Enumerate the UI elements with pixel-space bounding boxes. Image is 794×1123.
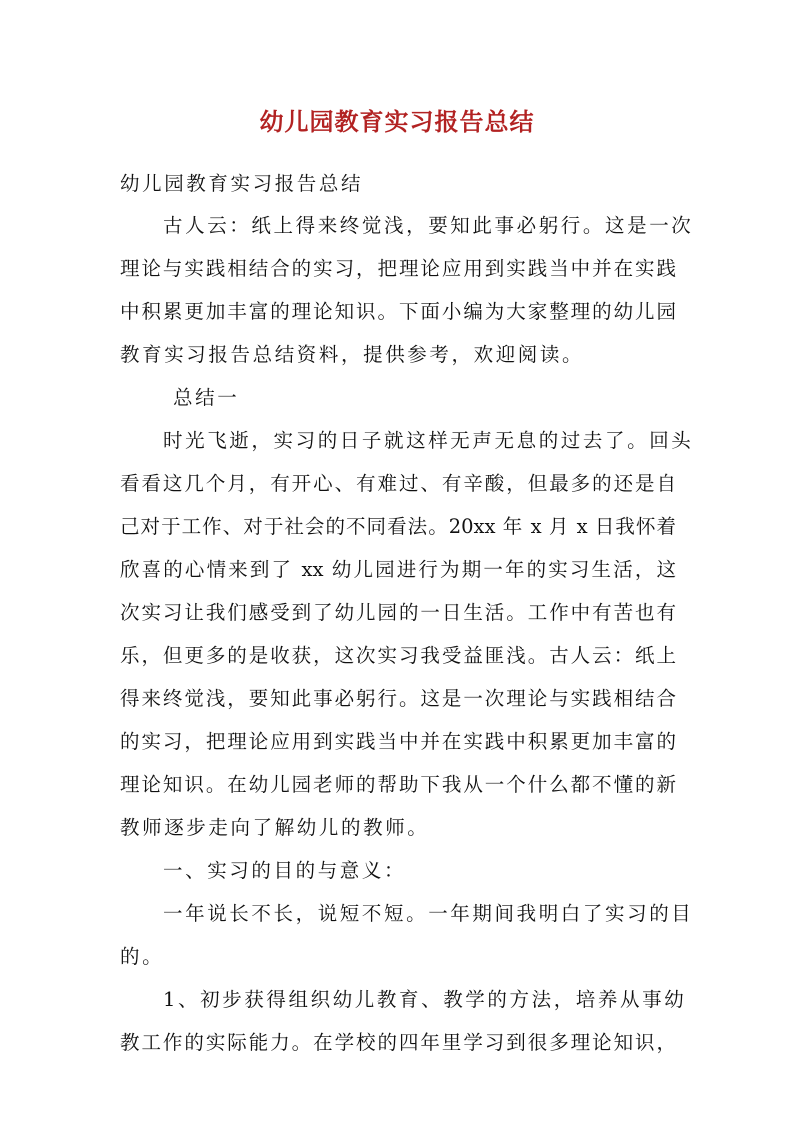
body-line-8: 的实习，把理论应用到实践当中并在实践中积累更加丰富的 [120,730,676,753]
point-line-2: 的。 [120,945,165,968]
body-line-2: 看看这几个月，有开心、有难过、有辛酸，但最多的还是自 [120,472,676,495]
body-line-7: 得来终觉浅，要知此事必躬行。这是一次理论与实践相结合 [120,687,676,710]
intro-line-1: 古人云：纸上得来终觉浅，要知此事必躬行。这是一次 [163,214,694,237]
item-line-1: 1、初步获得组织幼儿教育、教学的方法，培养从事幼 [163,988,687,1011]
intro-line-4: 教育实习报告总结资料，提供参考，欢迎阅读。 [120,343,585,366]
intro-line-2: 理论与实践相结合的实习，把理论应用到实践当中并在实践 [120,257,676,280]
document-subtitle: 幼儿园教育实习报告总结 [120,172,364,195]
body-line-9: 理论知识。在幼儿园老师的帮助下我从一个什么都不懂的新 [120,773,676,796]
body-line-4: 欣喜的心情来到了 xx 幼儿园进行为期一年的实习生活，这 [120,558,676,581]
intro-line-3: 中积累更加丰富的理论知识。下面小编为大家整理的幼儿园 [120,300,676,323]
body-line-3: 己对于工作、对于社会的不同看法。20xx 年 x 月 x 日我怀着 [120,515,676,538]
body-line-1: 时光飞逝，实习的日子就这样无声无息的过去了。回头 [163,429,694,452]
body-line-10: 教师逐步走向了解幼儿的教师。 [120,816,430,839]
point-line-1: 一年说长不长，说短不短。一年期间我明白了实习的目 [163,902,694,925]
point-heading: 一、实习的目的与意义： [163,859,407,882]
item-line-2: 教工作的实际能力。在学校的四年里学习到很多理论知识， [120,1031,676,1054]
document-title: 幼儿园教育实习报告总结 [259,107,535,136]
body-line-6: 乐，但更多的是收获，这次实习我受益匪浅。古人云：纸上 [120,644,676,667]
section-heading: 总结一 [173,386,240,409]
body-line-5: 次实习让我们感受到了幼儿园的一日生活。工作中有苦也有 [120,601,676,624]
